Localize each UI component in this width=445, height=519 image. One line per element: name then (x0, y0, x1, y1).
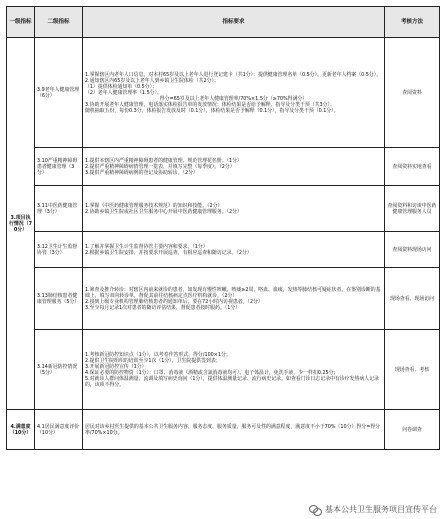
requirement-line: 1.筛查及推介转诊：对辖区内前来就诊的患者，如发现有慢性咳嗽、咳痰≥2周，咯血、血痰，发热等肺结核可疑症状者，在鉴别诊断的基础上，填写双向转诊单，督促其前往结核病定点医疗机构就诊。（2分） (85, 286, 381, 299)
requirement-line: 5.对就诊人群问体温测量、流调及填写病史询问（1分），提供体温测量记录、流行病史记录。如查看门诊日志记录中有诊疗发热病人记录的，该项不得分。 (85, 375, 379, 388)
table-row (7, 232, 440, 268)
level2-cell: 4.1居民满意度评价（10分） (35, 410, 83, 450)
header-level1: 一级指标 (7, 7, 35, 38)
level1-cell: 3.项目执行情况（70分） (7, 38, 35, 410)
header-method: 考核方法 (385, 7, 440, 38)
table-row (7, 186, 440, 232)
method-cell: 查阅资料现场访问 (385, 232, 440, 268)
requirements-cell (83, 410, 385, 450)
level1-cell: 4.满意度（10分） (7, 410, 35, 450)
requirement-line: 3.协助开展老年人健康管理，电话落实体检报告单的发放情况：体检结果是否给予解释，指导及分类干预（共3分）。 (85, 101, 335, 108)
table-row (7, 268, 440, 330)
level2-cell: 3.12卫生计生监督协管（3分） (35, 232, 83, 268)
requirement-line: 居民对该乡村医生提供的基本公共卫生服务内容、服务态度、服务质量、服务可及性的满意程度，满意度不小于70%（10分）得分=得分率/70%×10分。 (85, 423, 381, 436)
requirement-line: 2.通知辖区内65岁及以上老年人到乡镇卫生院体检（共2分）： (85, 77, 219, 84)
requirements-cell (83, 148, 385, 186)
requirement-line: 3.开展新冠防控宣传（1分） (85, 363, 147, 370)
wechat-icon (309, 505, 321, 515)
level2-cell: 3.13肺结核患者健康管理服务（5分） (35, 268, 83, 330)
requirement-line: 2.协助乡镇卫生院或社区卫生服务中心开展中医药健康管理服务。（2分） (85, 208, 242, 215)
requirement-line: 2.根据乡镇卫生院安排，并按要求开展巡查，有相应巡查和随访记录。（2分） (85, 249, 252, 256)
evaluation-table (6, 6, 440, 450)
level2-cell: 3.11中医药健康管理（3分） (35, 186, 83, 232)
requirement-line: 2.接到上级专业机构管理肺结核患者的通知单后，要在72小时内访视患者。（2分） (85, 298, 263, 305)
requirements-cell (83, 268, 385, 330)
method-cell: 查阅资料和访谈中医药健康管理服务人员 (385, 186, 440, 232)
method-cell: 现场查看、考核 (385, 330, 440, 410)
requirement-line: 随机抽取五份，每份0.3分，体检报告发放及时（0.1分），体检结果是否予解释（0.1分），指导及分类干预（0.1分）。 (85, 107, 339, 114)
table-row (7, 38, 440, 148)
requirement-line: （1）提供体检通知单（0.5分）； (85, 83, 158, 90)
table-row (7, 148, 440, 186)
table-row (7, 410, 440, 450)
requirement-line: 1.考核新冠防控知识点（1分），以考卷作答形式，得分/100×1分； (85, 351, 231, 358)
requirement-line: （2）老年人健康管理率（1.5分）。 (85, 89, 162, 96)
requirement-line: 1.掌握辖区内老年人口信息，对本村65岁及以上老年人进行登记建卡（共1分）：提供健康管理名单（0.5分），更新老年人档案（0.5分）。 (85, 71, 382, 78)
requirement-line: 4.保证必要的防控物资（1分）：口罩、消毒液（酒精或含氯消毒液均可）、电子体温计，免洗手液，少一样扣0.25分； (85, 369, 339, 376)
table-row (7, 330, 440, 410)
requirements-cell (83, 330, 385, 410)
method-cell: 现场查看、现场访问 (385, 268, 440, 330)
requirement-line: 3.提供严重精神障碍病例的登记及协助转诊。（2分） (85, 169, 198, 176)
method-cell: 查阅资料 (385, 38, 440, 148)
requirement-line: 2.提供卫生院组织的培训至少1次（1分），卫生院提供签到表； (85, 357, 221, 364)
requirement-line: 3.至少每月记录1次对患者的随访评估结果，督促患者按时服药。（1分） (85, 304, 241, 311)
requirements-cell (83, 186, 385, 232)
requirement-line: 2.提供严重精神障碍病情管理一览表，并填写完整（每季度）。（2分） (85, 163, 235, 170)
level2-cell: 3.10严重精神障碍患者健康管理（3分） (35, 148, 83, 186)
requirement-line: 1.了解并掌握卫生计生监督协管主要内容和要求。（1分） (85, 243, 208, 250)
requirements-cell (83, 232, 385, 268)
level2-cell: 3.14新冠防控情况（5分） (35, 330, 83, 410)
watermark (309, 504, 437, 515)
method-cell: 问卷调查 (385, 410, 440, 450)
method-cell: 查阅资料实地查看 (385, 148, 440, 186)
requirement-line: 1.提供本辖区内严重精神障碍患者的健康管理、规范管理花名册。（1分） (85, 157, 242, 164)
header-level2: 二级指标 (35, 7, 83, 38)
watermark-text: 基本公共卫生服务项目宣传平台 (325, 505, 437, 514)
level2-cell: 3.9老年人健康管理（6分） (35, 38, 83, 148)
header-requirements: 指标要求 (83, 7, 385, 38)
requirements-cell (83, 38, 385, 148)
requirement-line: 1.掌握《中医药健康管理服务技术规范》的知识和技能。（2分） (85, 202, 223, 209)
table-header-row (7, 7, 440, 38)
requirement-line: 得分=65岁及以上老年人健康管理率/70%×1.5分（≥70%得满分） (159, 95, 308, 102)
